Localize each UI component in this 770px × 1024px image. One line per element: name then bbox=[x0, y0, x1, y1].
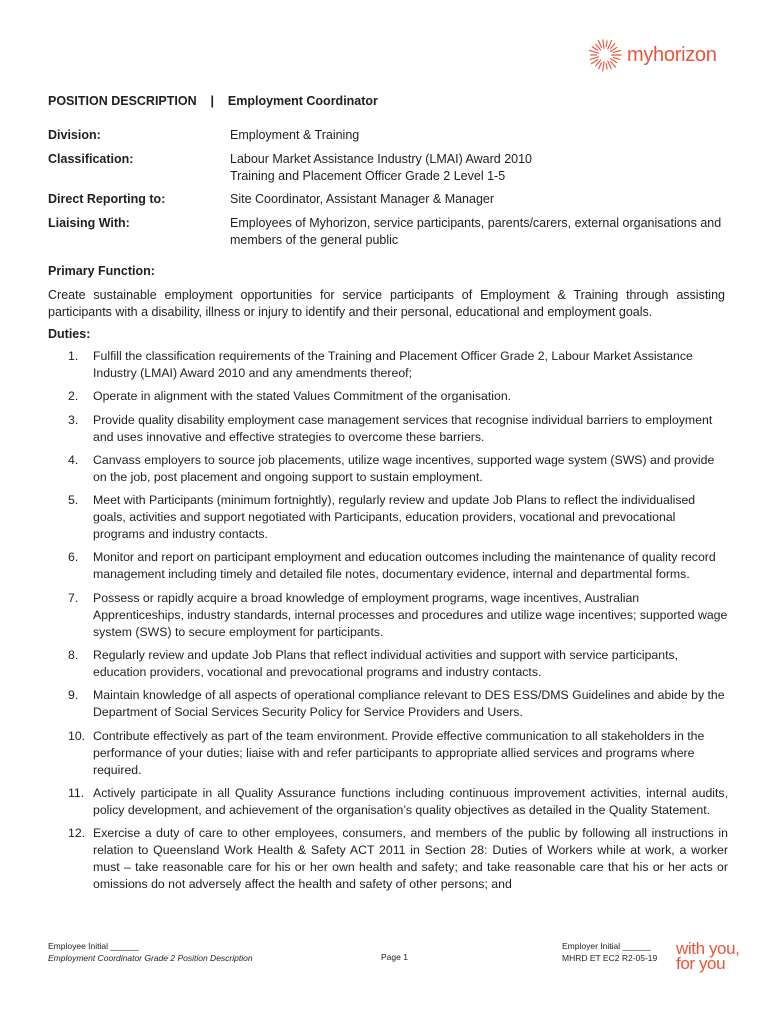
sunburst-ray bbox=[611, 44, 615, 49]
sunburst-ray bbox=[606, 41, 607, 47]
item-text: Possess or rapidly acquire a broad knowledge of employment programs, wage incentives, Australian Apprenticeships, industry standards, internal processes and procedures and utilize wage incentives; supported wage system (SWS) to secure employment for participants. bbox=[93, 590, 728, 639]
item-text: Provide quality disability employment case management services that recognise individual barriers to employment and uses innovative and effective strategies to overcome these barriers. bbox=[93, 412, 713, 444]
list-item bbox=[48, 492, 728, 543]
list-item bbox=[48, 412, 728, 446]
page-number: Page 1 bbox=[381, 952, 408, 962]
list-item bbox=[48, 687, 728, 721]
brand-tagline bbox=[676, 941, 740, 971]
duties-list bbox=[48, 348, 728, 900]
primary-function-heading: Primary Function: bbox=[48, 264, 155, 278]
sunburst-ray bbox=[606, 63, 607, 69]
item-number: 8. bbox=[68, 648, 79, 663]
item-text: Fulfill the classification requirements of the Training and Placement Officer Grade 2, Labour Market Assistance Industry (LMAI) Award 2010 and any amendments thereof; bbox=[93, 349, 693, 380]
document-code: MHRD ET EC2 R2-05-19 bbox=[562, 953, 658, 963]
reporting-label: Direct Reporting to: bbox=[48, 192, 166, 206]
classification-value bbox=[230, 151, 730, 185]
item-number: 12. bbox=[68, 826, 86, 841]
item-number: 5. bbox=[68, 493, 79, 508]
employee-initial: Employee Initial ______ bbox=[48, 941, 139, 951]
sunburst-ray bbox=[611, 61, 616, 67]
sunburst-ray bbox=[592, 47, 598, 51]
item-text: Exercise a duty of care to other employees, consumers, and members of the public by following all instructions in relation to Queensland Work Health & Safety ACT 2011 in Section 28: Duties of Workers while at work, a worker must – take reasonable care for his or her own health and safety; and take reasonable care that his or her acts or omissions do not adversely affect the health and safety of other persons; and bbox=[93, 826, 728, 892]
sunburst-ray bbox=[590, 57, 598, 59]
list-item bbox=[48, 348, 728, 382]
item-text: Meet with Participants (minimum fortnightly), regularly review and update Job Plans to reflect the individualised goals, activities and support negotiated with Participants, education providers, vocational and prevocational programs and industry contacts. bbox=[93, 493, 696, 542]
sunburst-ray bbox=[590, 50, 599, 53]
item-number: 4. bbox=[68, 452, 79, 467]
list-item bbox=[48, 647, 728, 681]
sunburst-ray bbox=[599, 63, 602, 69]
item-number: 10. bbox=[68, 728, 86, 743]
primary-function-text: Create sustainable employment opportunities for service participants of Employment & Training through assisting participants with a disability, illness or injury to identify and their personal, educational and employment goals. bbox=[48, 288, 725, 319]
classification-line-2: Training and Placement Officer Grade 2 Level 1-5 bbox=[230, 169, 506, 183]
reporting-value: Site Coordinator, Assistant Manager & Manager bbox=[230, 192, 495, 206]
item-number: 1. bbox=[68, 349, 79, 363]
liaising-label: Liaising With: bbox=[48, 216, 130, 230]
sunburst-logo-icon bbox=[586, 36, 624, 74]
logo-text: myhorizon bbox=[627, 43, 717, 66]
classification-line-1: Labour Market Assistance Industry (LMAI) Award 2010 bbox=[230, 152, 533, 166]
item-text: Operate in alignment with the stated Values Commitment of the organisation. bbox=[93, 389, 512, 404]
sunburst-ray bbox=[591, 60, 597, 64]
list-item bbox=[48, 388, 728, 405]
item-text: Contribute effectively as part of the team environment. Provide effective communication to all stakeholders in the performance of your duties; liaise with and refer participants to appropriate allied services and programs where required. bbox=[93, 728, 705, 777]
myhorizon-logo bbox=[586, 36, 717, 74]
item-text: Maintain knowledge of all aspects of operational compliance relevant to DES ESS/DMS Guidelines and abide by the Department of Social Services Security Policy for Service Providers and Users. bbox=[93, 688, 725, 720]
list-item bbox=[48, 452, 728, 486]
sunburst-ray bbox=[613, 57, 619, 59]
classification-label: Classification: bbox=[48, 152, 134, 166]
sunburst-ray bbox=[603, 40, 604, 48]
tagline-line-1: with you, bbox=[676, 939, 740, 958]
liaising-value: Employees of Myhorizon, service participants, parents/carers, external organisations and members of the general public bbox=[230, 216, 722, 247]
item-number: 3. bbox=[68, 412, 79, 427]
item-number: 9. bbox=[68, 688, 79, 703]
item-number: 2. bbox=[68, 389, 79, 404]
division-value: Employment & Training bbox=[230, 128, 360, 142]
list-item bbox=[48, 728, 728, 779]
division-label: Division: bbox=[48, 128, 101, 142]
duties-heading: Duties: bbox=[48, 327, 91, 341]
item-number: 11. bbox=[68, 785, 85, 800]
list-item bbox=[48, 549, 728, 583]
list-item bbox=[48, 590, 728, 641]
sunburst-ray bbox=[613, 50, 620, 52]
item-number: 6. bbox=[68, 550, 79, 565]
page-title: POSITION DESCRIPTION | Employment Coordinator bbox=[48, 94, 378, 108]
item-text: Monitor and report on participant employment and education outcomes including the maintenance of quality record management including timely and detailed file notes, documentary evidence, internal and departmental forms. bbox=[93, 550, 716, 582]
item-text: Canvass employers to source job placements, utilize wage incentives, supported wage system (SWS) and provide on the job, post placement and ongoing support to sustain employment. bbox=[93, 452, 715, 484]
item-text: Regularly review and update Job Plans that reflect individual activities and support with service participants, education providers, vocational and prevocational programs and industry contacts. bbox=[93, 648, 679, 680]
list-item bbox=[48, 825, 728, 893]
sunburst-ray bbox=[598, 40, 601, 47]
item-number: 7. bbox=[68, 590, 79, 605]
sunburst-ray bbox=[603, 62, 604, 71]
tagline-line-2: for you bbox=[676, 954, 726, 973]
employer-initial: Employer Initial ______ bbox=[562, 941, 651, 951]
document-name: Employment Coordinator Grade 2 Position Description bbox=[48, 953, 253, 963]
item-text: Actively participate in all Quality Assurance functions including continuous improvement activities, internal audits, policy development, and achievement of the organisation’s quality objectives as detailed in the Quality Statement. bbox=[93, 785, 728, 817]
footer-left bbox=[48, 940, 253, 964]
list-item bbox=[48, 785, 728, 819]
footer-right bbox=[562, 940, 657, 964]
